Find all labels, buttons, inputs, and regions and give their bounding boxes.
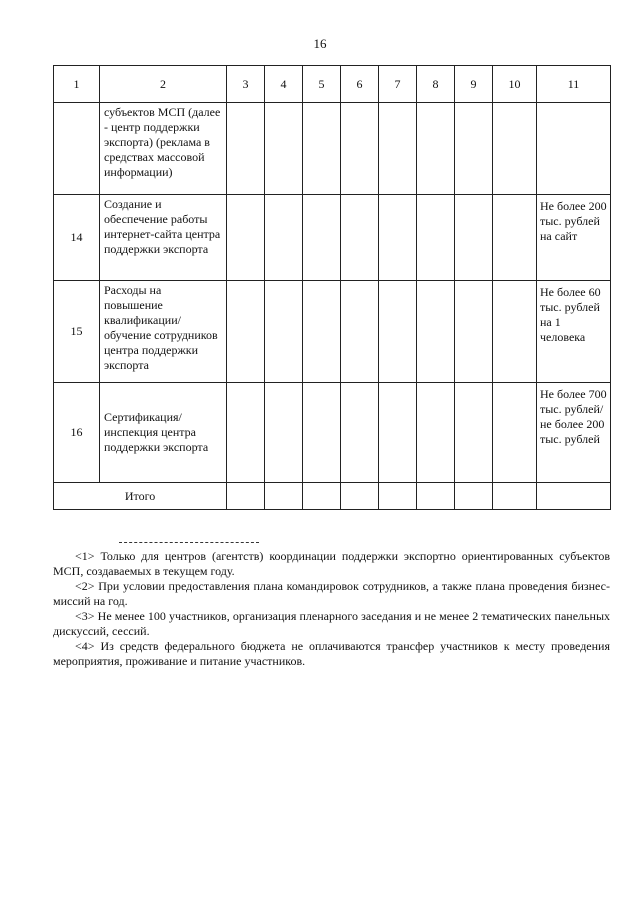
table-row: [54, 383, 611, 483]
column-header: 2: [100, 66, 227, 103]
row-number: 15: [54, 281, 100, 383]
table-row: [54, 195, 611, 281]
table-row: [54, 103, 611, 195]
footnote: <1> Только для центров (агентств) координации поддержки экспортно ориентированных субъектов МСП, создаваемых в текущем году.: [53, 549, 610, 578]
table-header-row: [54, 66, 611, 103]
row-number: 16: [54, 383, 100, 483]
footnote-separator: [119, 542, 259, 543]
row-limit-note: Не более 60 тыс. рублей на 1 человека: [537, 281, 611, 383]
row-description: Сертификация/ инспекция центра поддержки экспорта: [100, 383, 227, 483]
column-header: 5: [303, 66, 341, 103]
total-row: [54, 483, 611, 510]
row-description: Создание и обеспечение работы интернет-сайта центра поддержки экспорта: [100, 195, 227, 281]
column-header: 11: [537, 66, 611, 103]
row-description: Расходы на повышение квалификации/обучение сотрудников центра поддержки экспорта: [100, 281, 227, 383]
row-limit-note: Не более 200 тыс. рублей на сайт: [537, 195, 611, 281]
row-limit-note: [537, 103, 611, 195]
expense-table: [53, 65, 611, 510]
column-header: 10: [493, 66, 537, 103]
column-header: 8: [417, 66, 455, 103]
page-number: 16: [313, 36, 327, 51]
row-number: [54, 103, 100, 195]
column-header: 6: [341, 66, 379, 103]
footnotes: [53, 549, 610, 669]
column-header: 3: [227, 66, 265, 103]
table-row: [54, 281, 611, 383]
column-header: 4: [265, 66, 303, 103]
footnote: <3> Не менее 100 участников, организация пленарного заседания и не менее 2 тематических панельных дискуссий, сессий.: [53, 609, 610, 638]
row-limit-note: Не более 700 тыс. рублей/ не более 200 тыс. рублей: [537, 383, 611, 483]
row-number: 14: [54, 195, 100, 281]
column-header: 9: [455, 66, 493, 103]
column-header: 1: [54, 66, 100, 103]
total-label: Итого: [54, 483, 227, 510]
column-header: 7: [379, 66, 417, 103]
footnote: <2> При условии предоставления плана командировок сотрудников, а также плана проведения бизнес-миссий на год.: [53, 579, 610, 608]
row-description: субъектов МСП (далее - центр поддержки экспорта) (реклама в средствах массовой информации): [100, 103, 227, 195]
footnote: <4> Из средств федерального бюджета не оплачиваются трансфер участников к месту проведения мероприятия, проживание и питание участников.: [53, 639, 610, 668]
